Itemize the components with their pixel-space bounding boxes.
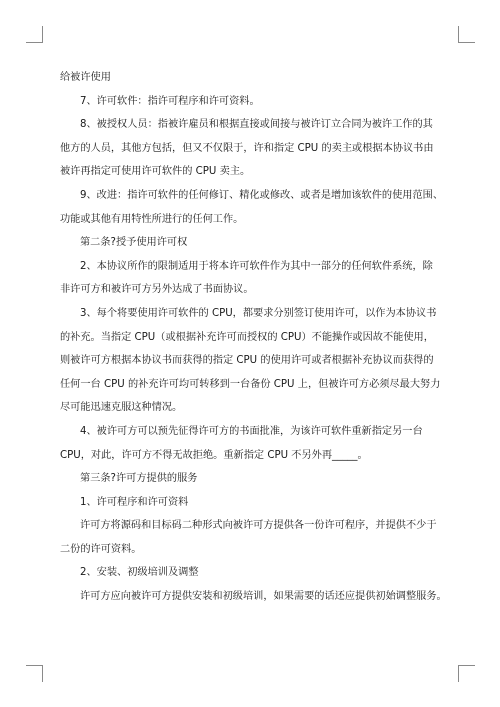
crop-mark-top-right	[458, 26, 475, 43]
text-line: 非许可方和被许可方另外达成了书面协议。	[60, 284, 254, 296]
crop-mark-bottom-right	[458, 665, 475, 682]
text-line: 许可方应向被许可方提供安装和初级培训，如果需要的话还应提供初始调整服务。	[80, 591, 447, 603]
text-line: 功能或其他有用特性所进行的任何工作。	[60, 213, 244, 225]
crop-mark-top-left	[26, 26, 43, 43]
text-line: 许可方将源码和目标码二种形式向被许可方提供各一份许可程序，并提供不少于	[80, 520, 437, 532]
clause-7-software: 7、许可软件：指许可程序和许可资料。	[80, 95, 260, 107]
article-3-item-2-heading: 2、安装、初级培训及调整	[80, 567, 199, 579]
article-2-heading: 第二条?授予使用许可权	[80, 237, 188, 249]
article-2-clause-4: 4、被许可方可以预先征得许可方的书面批准，为该许可软件重新指定另一台	[80, 425, 423, 437]
clause-8-authorized-personnel: 8、被授权人员：指被许雇员和根据直接或间接与被许订立合同为被许工作的其	[80, 119, 433, 131]
article-3-heading: 第三条?许可方提供的服务	[80, 473, 198, 485]
text-line: 他方的人员，其他方包括，但又不仅限于，许和指定 CPU 的卖主或根据本协议书由	[60, 142, 434, 154]
text-line: 则被许可方根据本协议书而获得的指定 CPU 的使用许可或者根据补充协议而获得的	[60, 355, 434, 367]
text-line: 的补充。当指定 CPU（或根据补充许可而授权的 CPU）不能操作或因故不能使用，	[60, 331, 434, 343]
text-line: 任何一台 CPU 的补充许可均可转移到一台备份 CPU 上，但被许可方必须尽最大努力	[60, 378, 441, 390]
text-line: 被许再指定可使用许可软件的 CPU 卖主。	[60, 166, 251, 178]
text-line: CPU，对此，许可方不得无故拒绝。重新指定 CPU 不另外再_____。	[60, 449, 368, 461]
text-line: 尽可能迅速克服这种情况。	[60, 402, 183, 414]
crop-mark-bottom-left	[26, 665, 43, 682]
article-2-clause-2: 2、本协议所作的限制适用于将本许可软件作为其中一部分的任何软件系统，除	[80, 260, 433, 272]
article-2-clause-3: 3、每个将要使用许可软件的 CPU，都要求分别签订使用许可，以作为本协议书	[80, 307, 437, 319]
clause-9-improvement: 9、改进：指许可软件的任何修订、精化或修改、或者是增加该软件的使用范围、	[80, 189, 444, 201]
text-line: 给被许使用	[60, 72, 111, 83]
document-body	[60, 66, 446, 609]
text-line: 二份的许可资料。	[60, 543, 142, 555]
article-3-item-1-heading: 1、许可程序和许可资料	[80, 496, 189, 508]
